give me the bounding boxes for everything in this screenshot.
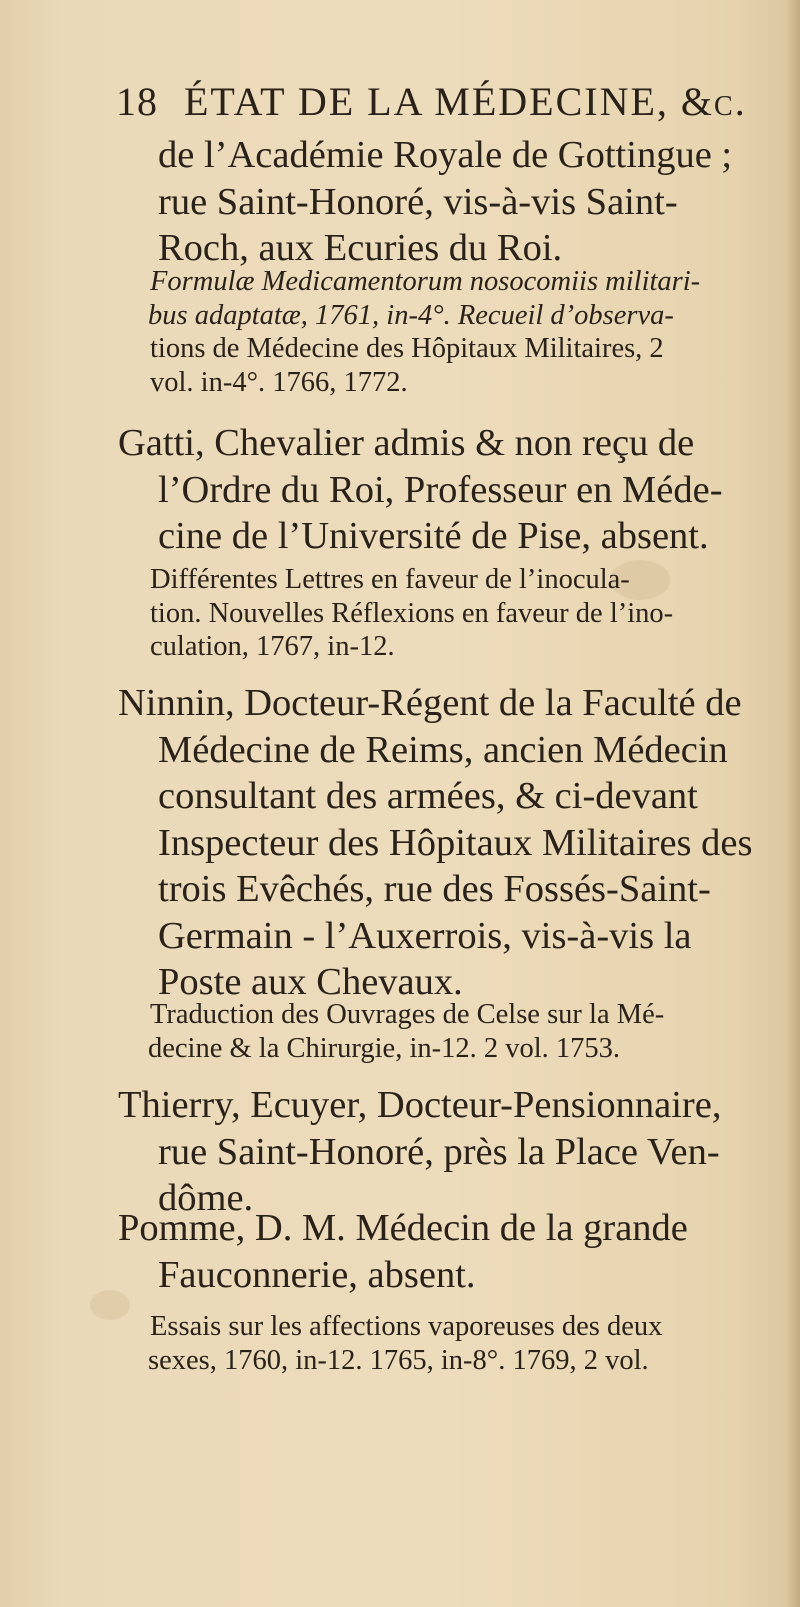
entry-line: cine de l’Université de Pise, absent. xyxy=(158,515,709,557)
works-line: Formulæ Medicamentorum nosocomiis militari- xyxy=(150,266,701,297)
entry-line: Ninnin, Docteur-Régent de la Faculté de xyxy=(118,682,742,724)
entry-line: rue Saint-Honoré, près la Place Ven- xyxy=(158,1130,720,1173)
physician-entry-pomme xyxy=(118,1205,758,1298)
works-list xyxy=(150,998,760,1065)
works-line: decine & la Chirurgie, in-12. 2 vol. 1753. xyxy=(148,1032,621,1064)
works-list xyxy=(150,563,760,664)
entry-line: rue Saint-Honoré, vis-à-vis Saint- xyxy=(158,180,678,223)
works-list xyxy=(150,1310,760,1377)
works-line: Essais sur les affections vaporeuses des deux xyxy=(150,1311,663,1342)
works-line: tions de Médecine des Hôpitaux Militaires, 2 xyxy=(150,333,664,364)
page-number: 18 xyxy=(116,79,158,124)
works-line: sexes, 1760, in-12. 1765, in-8°. 1769, 2 vol. xyxy=(148,1344,649,1376)
works-list xyxy=(150,265,760,399)
entry-line: Inspecteur des Hôpitaux Militaires des xyxy=(158,821,753,864)
entry-line: Poste aux Chevaux. xyxy=(158,961,463,1003)
works-line: tion. Nouvelles Réflexions en faveur de l’ino- xyxy=(150,597,674,629)
page-header xyxy=(116,78,747,130)
entry-line: de l’Académie Royale de Gottingue ; xyxy=(158,134,733,176)
entry-line: l’Ordre du Roi, Professeur en Méde- xyxy=(158,468,723,511)
works-line: vol. in-4°. 1766, 1772. xyxy=(150,366,408,398)
entry-line: Germain - l’Auxerrois, vis-à-vis la xyxy=(158,914,692,957)
physician-entry-ninnin xyxy=(118,680,758,1006)
entry-line: dôme. xyxy=(158,1177,254,1219)
entry-line: consultant des armées, & ci-devant xyxy=(158,775,698,817)
entry-line: Gatti, Chevalier admis & non reçu de xyxy=(118,422,695,464)
works-line: Traduction des Ouvrages de Celse sur la Mé- xyxy=(150,999,665,1030)
entry-line: Pomme, D. M. Médecin de la grande xyxy=(118,1207,688,1249)
physician-entry-thierry xyxy=(118,1082,758,1222)
works-line: Différentes Lettres en faveur de l’inocula- xyxy=(150,564,630,595)
physician-entry-gatti xyxy=(118,420,758,560)
entry-line: Fauconnerie, absent. xyxy=(158,1253,476,1296)
entry-line: Thierry, Ecuyer, Docteur-Pensionnaire, xyxy=(118,1084,722,1126)
entry-line: Médecine de Reims, ancien Médecin xyxy=(158,728,728,771)
physician-entry-continued xyxy=(118,132,758,272)
entry-line: Roch, aux Ecuries du Roi. xyxy=(158,227,563,269)
page-edge-shadow xyxy=(786,0,800,1607)
works-line: culation, 1767, in-12. xyxy=(150,631,395,662)
entry-line: trois Evêchés, rue des Fossés-Saint- xyxy=(158,868,711,910)
works-line: bus adaptatæ, 1761, in-4°. Recueil d’observa- xyxy=(148,299,674,331)
running-title: ÉTAT DE LA MÉDECINE, &c. xyxy=(184,79,747,124)
